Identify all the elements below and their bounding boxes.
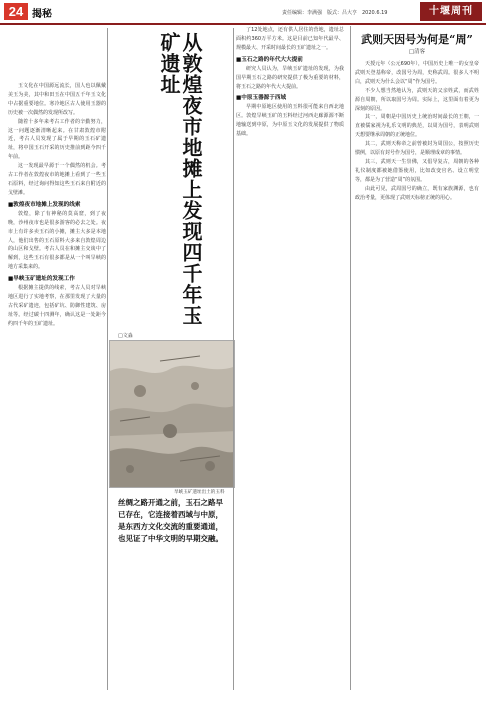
byline: □文淼 — [118, 333, 133, 339]
section-body: 根据摊主提供的线索，考古人员对旱峡地区进行了实地考察，在那里发现了大量的古代采矿遗迹，包括矿坑、防御性建筑、房址等。经过碳十四测年，确认这是一处距今约四千年的玉矿遗址。 — [8, 285, 106, 327]
section-heading: ■玉石之路的年代大大提前 — [236, 56, 303, 63]
middle-column — [236, 26, 344, 690]
pull-quote: 丝绸之路开通之前，玉石之路早已存在，它连接着西域与中原，是东西方文化交流的重要通道，也见证了中华文明的早期交融。 — [118, 498, 223, 543]
page-header — [0, 0, 486, 22]
section-body: 研究人员认为，旱峡玉矿遗址的发现，为我国早期玉石之路的研究提供了极为重要的材料，将玉石之路的年代大大提前。 — [236, 65, 344, 90]
editor-meta: 责任编辑：李满强 版式：吕大亨 2020.6.19 — [282, 10, 388, 16]
photo-caption: 旱峡玉矿遗址出土的玉料 — [174, 490, 225, 495]
section-body: 敦煌，除了有神秘的莫高窟，到了夜晚，沙州夜市也是很多游客的必去之处。夜市上有许多卖玉石的小摊，摊主大多是本地人，他们出售的玉石原料大多来自敦煌周边的山区和戈壁。考古人员在和摊主交谈中了解到，这些玉石有很多都是从一个叫旱峡的地方采集来的。 — [8, 210, 106, 271]
section-label: 揭秘 — [32, 9, 52, 20]
headline-block — [110, 30, 228, 345]
masthead: 十堰周刊 — [420, 2, 482, 21]
article-headline: 从敦煌夜市地摊上发现四千年玉矿遗址 — [157, 32, 203, 326]
body-paragraph: 这一发现最早源于一个偶然的机会。考古工作者在敦煌夜市的地摊上看到了一些玉石原料，经过询问得知这些玉石来自附近的戈壁滩。 — [8, 163, 106, 196]
column-divider — [233, 28, 234, 690]
side-paragraph: 其二，武则天称帝之前曾被封为周国公，按照历史惯例，以原有封号作为国号，是顺理成章的事情。 — [355, 141, 479, 157]
section-heading: ■中原玉器源于西域 — [236, 95, 287, 102]
side-article-body — [355, 60, 479, 690]
page-number: 24 — [4, 3, 28, 20]
section-heading: ■旱峡玉矿遗址的发现工作 — [8, 276, 75, 283]
side-paragraph: 由此可见，武周国号的确立，既有家族渊源，也有政治考量，更体现了武则天标榜正统的用心。 — [355, 185, 479, 201]
side-article-author: □清客 — [408, 49, 426, 55]
rocky-terrain-image — [110, 341, 235, 488]
side-paragraph: 其三，武则天一生崇佛，又倡导复古，周朝的各种礼仪制度都被她借鉴使用，比如改变官名、设立明堂等，都是为了营造“周”的氛围。 — [355, 158, 479, 183]
side-article-title: 武则天因号为何是“周” — [361, 33, 473, 46]
site-photo — [109, 340, 235, 488]
side-paragraph: 天授元年（公元690年），中国历史上唯一的女皇帝武则天登基称帝，改国号为周，史称武周。很多人不明白，武则天为什么会以“周”作为国号。 — [355, 61, 479, 85]
left-column — [8, 82, 106, 690]
section-body: 了12处地点，还有供人居住的营地，遗址总面积约360万平方米。这是目前已知年代最早、规模最大、开采时间最长的玉矿遗址之一。 — [236, 27, 344, 51]
section-heading: ■敦煌夜市地摊上发现的线索 — [8, 201, 81, 208]
body-paragraph: 随着十多年来考古工作者的辛勤努力，这一问题逐渐清晰起来。在甘肃敦煌市附近，考古人员发现了属于早期的玉石矿遗址，将中国玉石开采的历史推前到距今四千年前。 — [8, 118, 106, 161]
side-paragraph: 其一，周朝是中国历史上统治时间最长的王朝，一直被儒家视为礼乐文明的典范，以周为国号，表明武则天想要继承周朝的正统地位。 — [355, 114, 479, 139]
section-body: 早期中原地区使用的玉料很可能来自西北地区。敦煌旱峡玉矿的玉料经过河西走廊源源不断地输送到中原，为中原玉文化的发展提供了物质基础。 — [236, 104, 344, 138]
lead-paragraph: 玉文化在中国源远流长，国人也以佩戴美玉为美，其中和田玉在中国五千年玉文化中占据重要地位。寒冷地区古人使用玉器的历史被一次偶然的发现所改写。 — [8, 83, 106, 116]
header-rule — [0, 23, 486, 25]
side-paragraph: 不少人想当然地认为，武则天的父亲姓武，而武姓源自周朝，所以取国号为周。实际上，这里面有着更为深刻的原因。 — [355, 87, 479, 112]
side-article-border — [350, 26, 351, 690]
column-divider — [107, 28, 108, 690]
